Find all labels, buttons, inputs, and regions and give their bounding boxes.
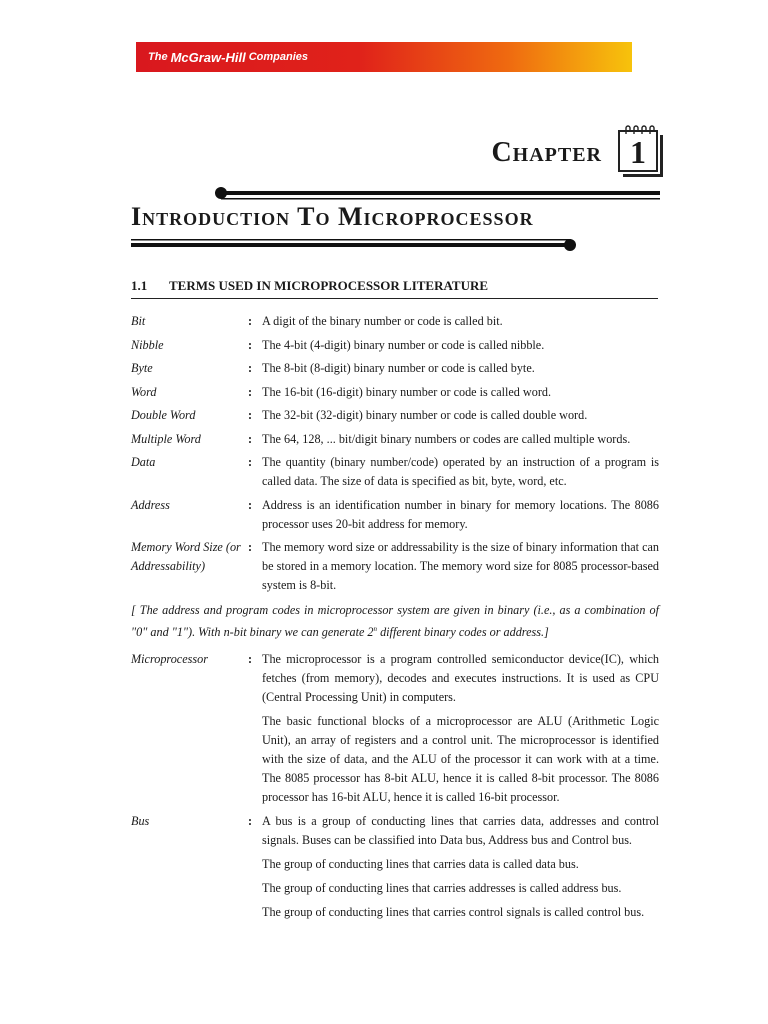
- colon-separator: :: [248, 540, 253, 554]
- colon-separator: :: [248, 384, 253, 399]
- term-row: [131, 430, 659, 449]
- term-row: [131, 650, 659, 807]
- term-definition: The 16-bit (16-digit) binary number or code is called word.: [262, 384, 552, 399]
- term-definition: [262, 650, 659, 807]
- note-text-after: different binary codes or address.]: [377, 625, 549, 640]
- chapter-label: Chapter: [491, 137, 602, 168]
- section-title: TERMS USED IN MICROPROCESSOR LITERATURE: [169, 278, 489, 293]
- term-row: [131, 453, 659, 491]
- colon-separator: :: [248, 497, 253, 512]
- term-name: Memory Word Size (or Addressability): [131, 540, 241, 573]
- term-definition: The 64, 128, ... bit/digit binary numbers or codes are called multiple words.: [262, 431, 631, 446]
- definition-paragraph: The basic functional blocks of a microprocessor are ALU (Arithmetic Logic Unit), an array of registers and a control unit. The microprocessor is identified with the size of data, and the ALU of the processor it can work with at a time. The 8085 processor has 8-bit ALU, hence it is called 8-bit processor. The 8086 processor has 16-bit ALU, hence it is called 16-bit processor.: [262, 714, 659, 805]
- term-definition: A digit of the binary number or code is called bit.: [262, 314, 503, 328]
- term-name: Byte: [131, 361, 153, 375]
- term-name: Multiple Word: [131, 431, 201, 446]
- colon-separator: :: [248, 431, 253, 446]
- banner-suffix: Companies: [248, 51, 308, 63]
- term-definition: Address is an identification number in binary for memory locations. The 8086 processor uses 20-bit address for memory.: [262, 497, 659, 531]
- term-name: Bit: [131, 314, 146, 328]
- term-row: [131, 406, 659, 425]
- term-definition: The 32-bit (32-digit) binary number or code is called double word.: [262, 408, 588, 422]
- colon-separator: :: [248, 314, 253, 328]
- publisher-banner: [136, 42, 632, 72]
- term-definition: The quantity (binary number/code) operated by an instruction of a program is called data. The size of data is specified as bit, byte, word, etc.: [262, 455, 659, 488]
- banner-brand: McGraw-Hill: [170, 49, 246, 65]
- term-row: [131, 312, 659, 331]
- section-heading: [131, 278, 658, 299]
- title-rule-bottom: [131, 233, 577, 257]
- term-name: Address: [131, 497, 170, 512]
- colon-separator: :: [248, 813, 253, 828]
- term-name: Word: [131, 384, 157, 399]
- note-text-before: [ The address and program codes in microprocessor system are given in binary (i.e., as a combination of "0" and "1"). With n-bit binary we can generate 2: [131, 603, 659, 640]
- term-name: Nibble: [131, 337, 164, 352]
- banner-prefix: The: [148, 51, 168, 63]
- definition-paragraph: The group of conducting lines that carries data is called data bus.: [262, 856, 579, 871]
- term-definition: The 8-bit (8-digit) binary number or code is called byte.: [262, 361, 535, 375]
- term-row: [131, 336, 659, 355]
- definition-paragraph: The group of conducting lines that carries addresses is called address bus.: [262, 880, 622, 895]
- binary-note: [131, 601, 659, 642]
- term-definition: [262, 812, 659, 922]
- term-definition: The 4-bit (4-digit) binary number or code is called nibble.: [262, 337, 545, 352]
- term-row: [131, 812, 659, 922]
- term-name: Data: [131, 455, 156, 469]
- terms-content: [131, 312, 659, 926]
- colon-separator: :: [248, 652, 253, 667]
- colon-separator: :: [248, 455, 253, 469]
- definition-paragraph: The group of conducting lines that carries control signals is called control bus.: [262, 904, 645, 919]
- notepad-rings-icon: [623, 125, 655, 135]
- term-row: [131, 496, 659, 534]
- definition-paragraph: The microprocessor is a program controlled semiconductor device(IC), which fetches (from memory), decodes and executes instructions. It is used as CPU (Central Processing Unit) in computers.: [262, 652, 659, 705]
- term-name: Microprocessor: [131, 652, 208, 667]
- section-number: 1.1: [131, 278, 148, 293]
- term-definition: The memory word size or addressability is the size of binary information that can be stored in a memory location. The memory word size for 8085 processor-based system is 8-bit.: [262, 540, 659, 592]
- term-row: [131, 359, 659, 378]
- note-superscript: n: [373, 625, 378, 633]
- term-name: Bus: [131, 813, 150, 828]
- chapter-number-box: [618, 130, 658, 172]
- colon-separator: :: [248, 337, 253, 352]
- colon-separator: :: [248, 361, 253, 375]
- term-row: [131, 383, 659, 402]
- chapter-title: Introduction To Microprocessor: [131, 202, 534, 231]
- colon-separator: :: [248, 408, 253, 422]
- term-name: Double Word: [131, 408, 196, 422]
- definition-paragraph: A bus is a group of conducting lines that carries data, addresses and control signals. Buses can be classified into Data bus, Address bus and Control bus.: [262, 813, 659, 847]
- chapter-number: 1: [630, 134, 646, 170]
- term-row: [131, 538, 659, 595]
